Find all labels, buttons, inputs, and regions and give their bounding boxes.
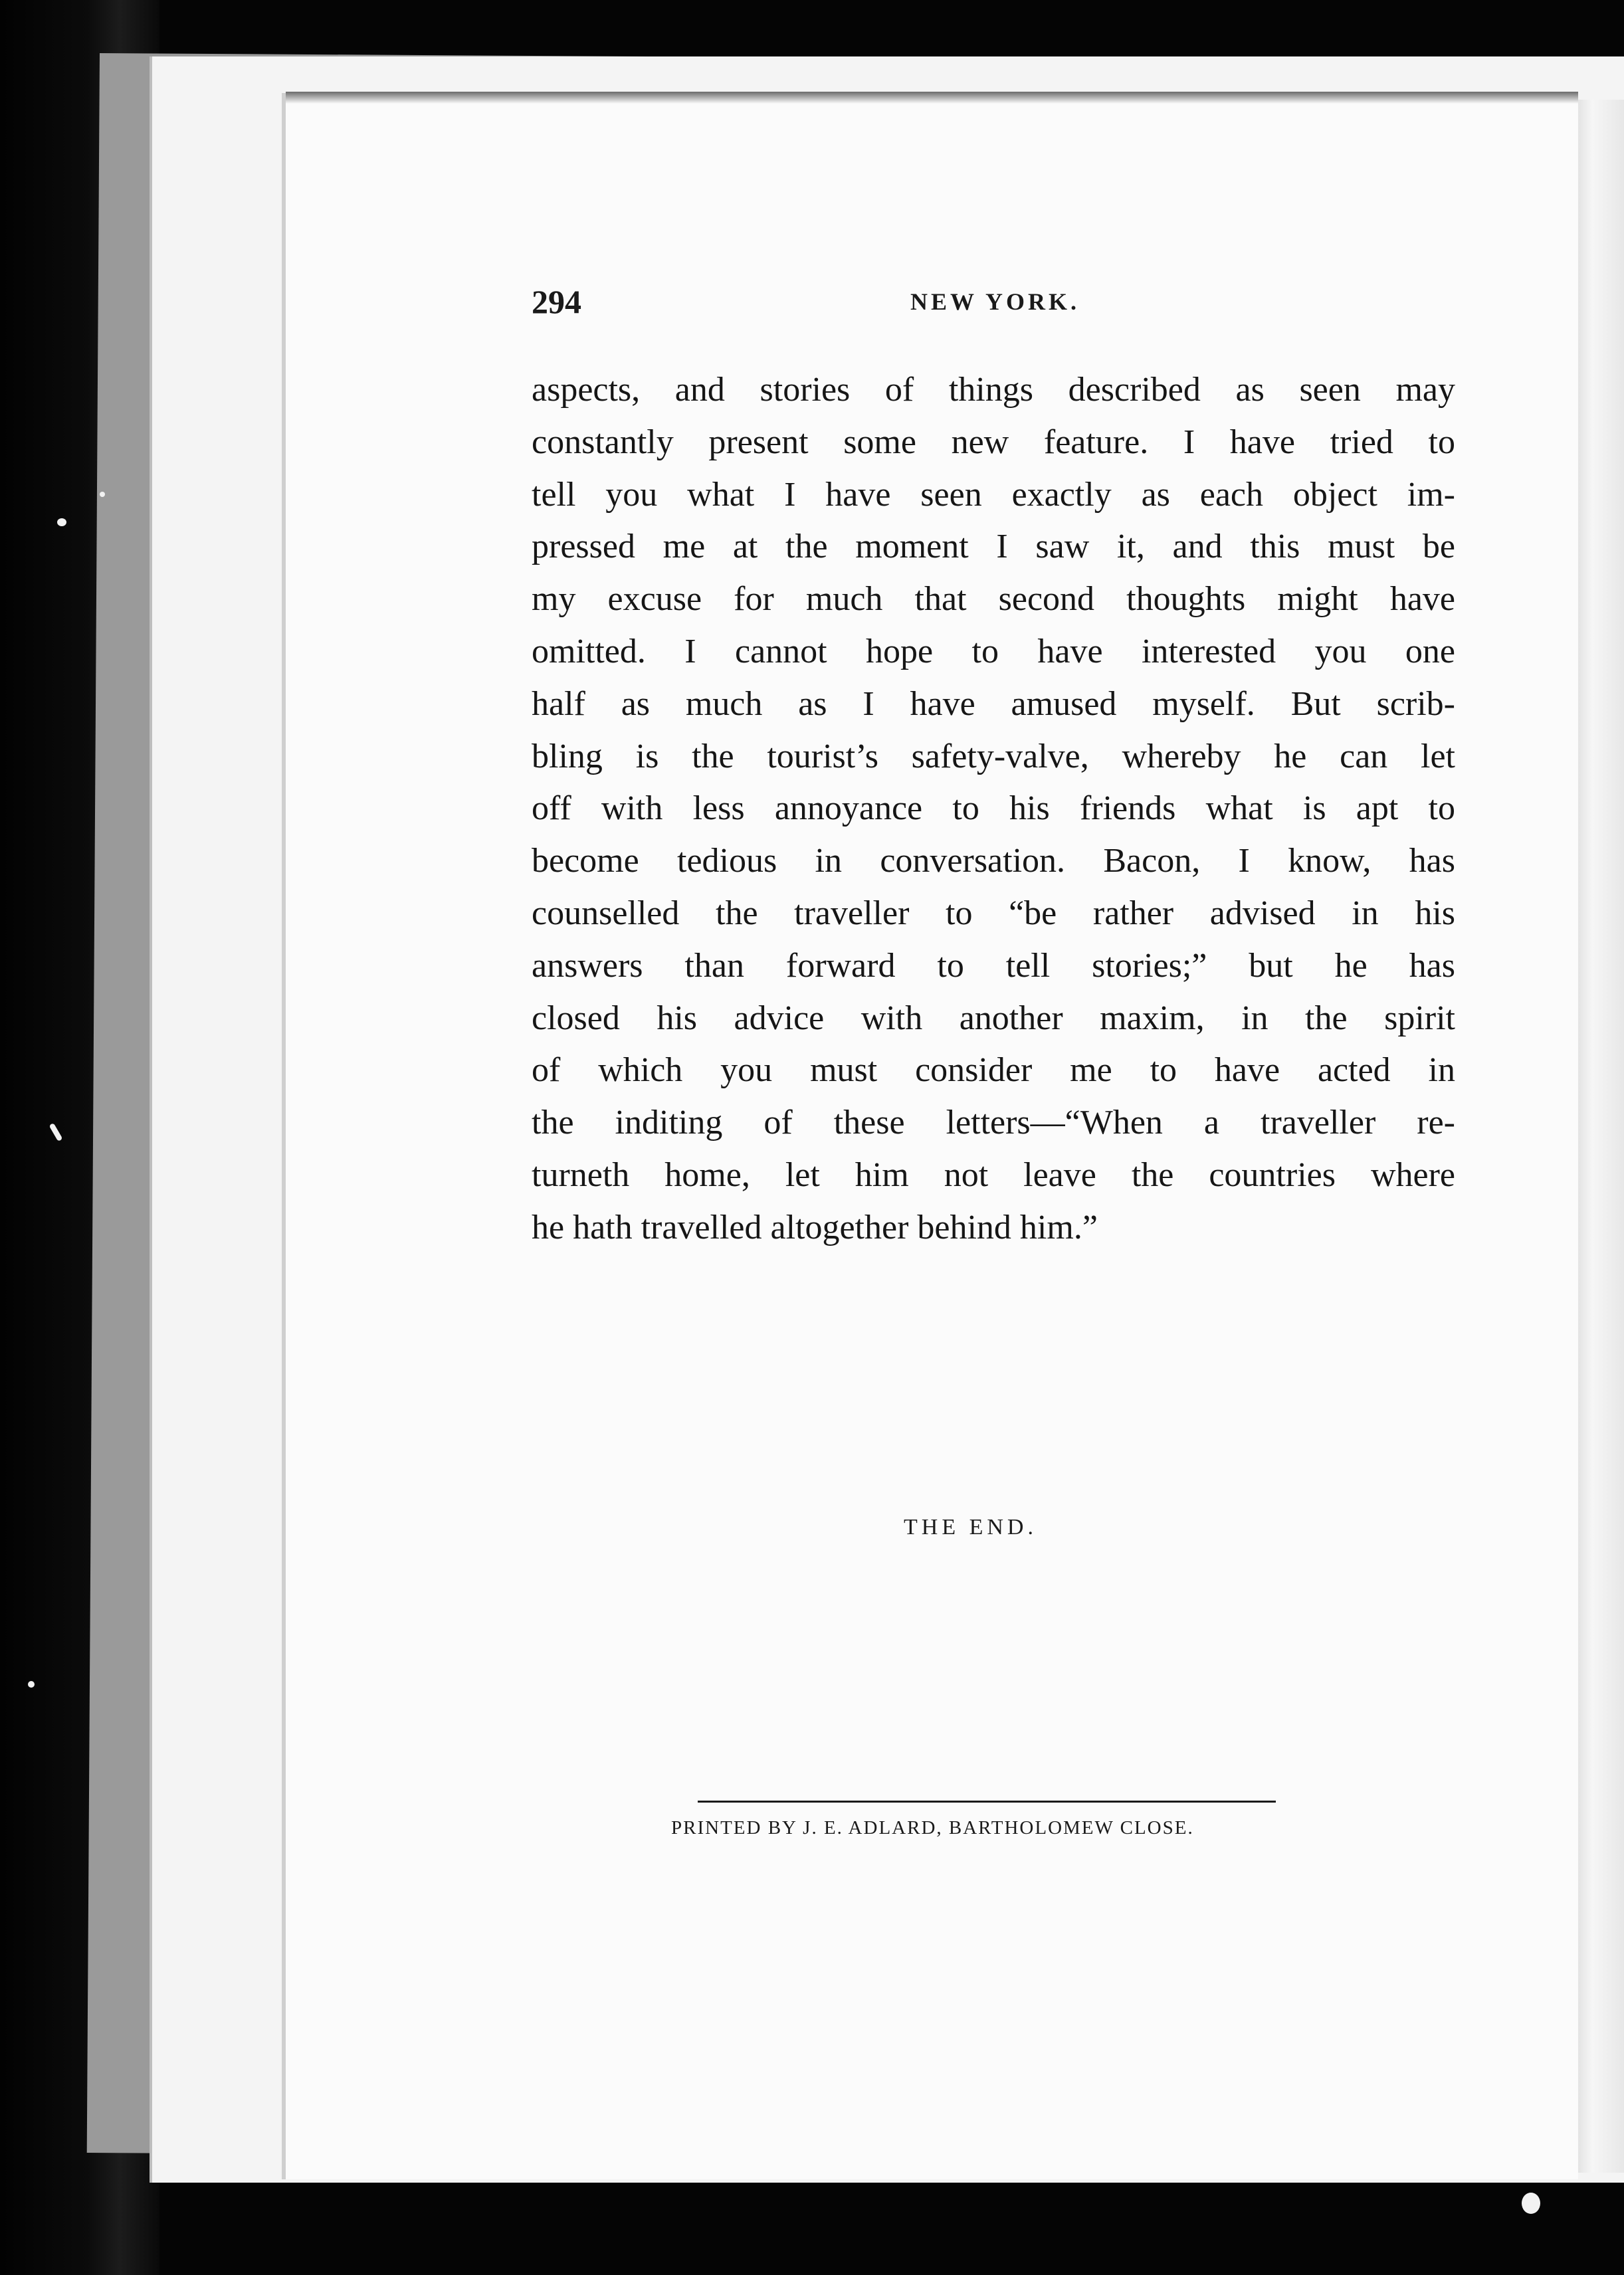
text-line: answers than forward to tell stories;” but he has (532, 946, 1455, 985)
dust-speck (1522, 2193, 1540, 2214)
end-mark: THE END. (904, 1515, 1037, 1539)
text-line: off with less annoyance to his friends what is apt to (532, 789, 1455, 828)
text-line: aspects, and stories of things described as seen may (532, 371, 1455, 409)
text-line: become tedious in conversation. Bacon, I know, has (532, 842, 1455, 880)
page-top-shadow (286, 92, 1578, 104)
text-line: counselled the traveller to “be rather advised in his (532, 894, 1455, 932)
page-number: 294 (532, 283, 581, 320)
text-line: half as much as I have amused myself. But scrib- (532, 684, 1455, 723)
text-line: closed his advice with another maxim, in the spirit (532, 999, 1455, 1037)
running-head (532, 282, 1462, 329)
text-line: he hath travelled altogether behind him.” (532, 1208, 1098, 1246)
text-line: constantly present some new feature. I have tried to (532, 423, 1455, 461)
text-line: of which you must consider me to have acted in (532, 1051, 1455, 1090)
running-title: NEW YORK. (910, 288, 1080, 315)
text-line: pressed me at the moment I saw it, and this must be (532, 528, 1455, 566)
printer-imprint: PRINTED BY J. E. ADLARD, BARTHOLOMEW CLOSE. (671, 1817, 1194, 1838)
text-line: bling is the tourist’s safety-valve, whereby he can let (532, 737, 1455, 775)
text-line: omitted. I cannot hope to have interested you one (532, 632, 1455, 670)
text-line: turneth home, let him not leave the countries where (532, 1155, 1455, 1194)
dust-speck (57, 518, 66, 526)
text-line: my excuse for much that second thoughts might have (532, 580, 1455, 619)
imprint-rule (698, 1801, 1276, 1803)
text-line: the inditing of these letters—“When a traveller re- (532, 1104, 1455, 1142)
dust-speck (100, 492, 105, 497)
body-paragraph (532, 364, 1455, 1254)
text-line: tell you what I have seen exactly as each object im- (532, 475, 1455, 514)
dust-speck (28, 1681, 35, 1688)
